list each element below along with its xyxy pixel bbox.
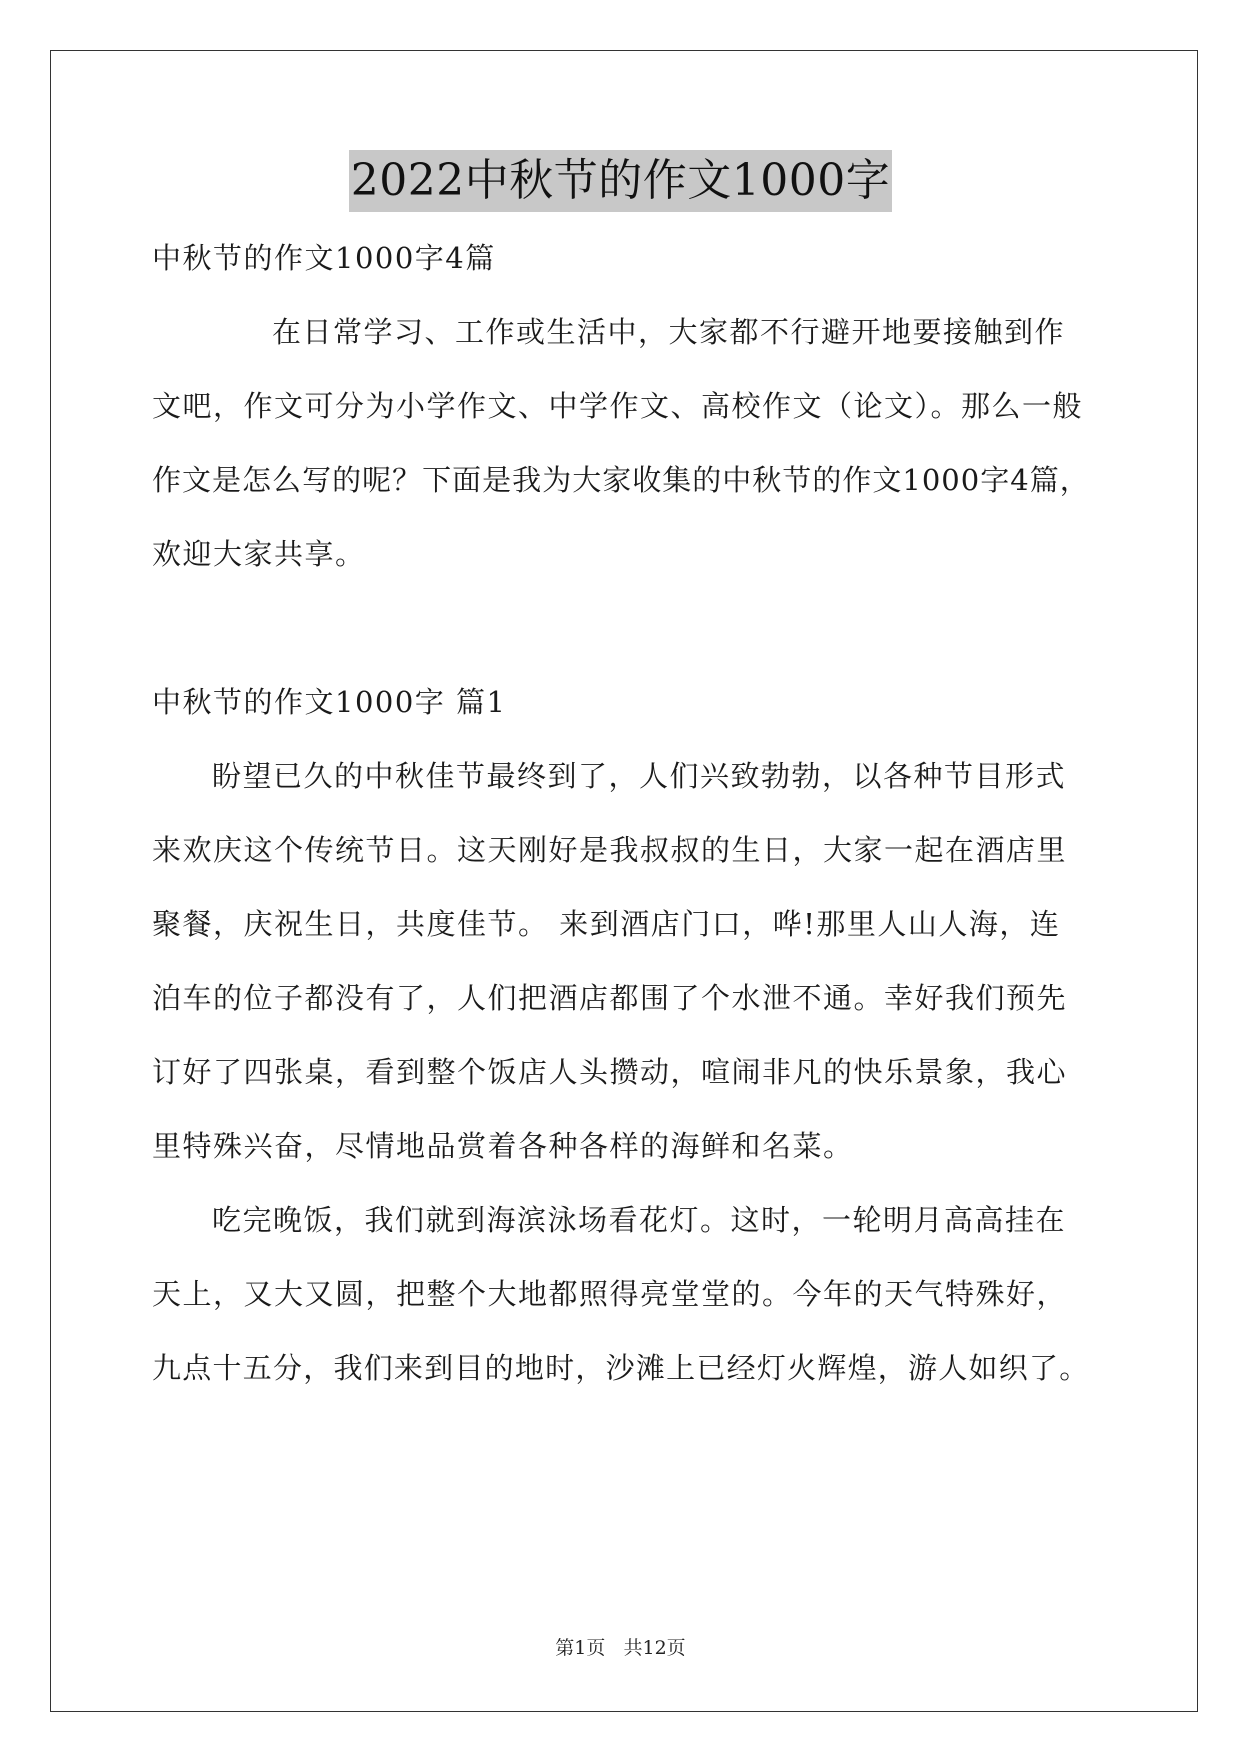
intro-line-1: 在日常学习、工作或生活中，大家都不行避开地要接触到作 [272, 315, 1066, 349]
para1-line-3: 聚餐，庆祝生日，共度佳节。 来到酒店门口，哗!那里人山人海，连 [152, 907, 1061, 941]
intro-line-4: 欢迎大家共享。 [152, 537, 366, 571]
para1-line-2: 来欢庆这个传统节日。这天刚好是我叔叔的生日，大家一起在酒店里 [152, 833, 1068, 867]
para1-line-1: 盼望已久的中秋佳节最终到了，人们兴致勃勃，以各种节目形式 [212, 759, 1067, 793]
section-heading: 中秋节的作文1000字 篇1 [152, 685, 507, 719]
para2-line-2: 天上，又大又圆，把整个大地都照得亮堂堂的。今年的天气特殊好， [152, 1277, 1068, 1311]
title-container [0, 150, 1241, 212]
page-border [50, 50, 1198, 1712]
para2-line-1: 吃完晚饭，我们就到海滨泳场看花灯。这时，一轮明月高高挂在 [212, 1203, 1067, 1237]
para1-line-4: 泊车的位子都没有了，人们把酒店都围了个水泄不通。幸好我们预先 [152, 981, 1068, 1015]
document-subtitle: 中秋节的作文1000字4篇 [152, 241, 496, 275]
para1-line-5: 订好了四张桌，看到整个饭店人头攒动，喧闹非凡的快乐景象，我心 [152, 1055, 1068, 1089]
para2-line-3: 九点十五分，我们来到目的地时，沙滩上已经灯火辉煌，游人如织了。 [152, 1351, 1090, 1385]
intro-line-2: 文吧，作文可分为小学作文、中学作文、高校作文（论文）。那么一般 [152, 389, 1084, 423]
para1-line-6: 里特殊兴奋，尽情地品赏着各种各样的海鲜和名菜。 [152, 1129, 854, 1163]
document-title: 2022中秋节的作文1000字 [349, 150, 892, 212]
page-footer: 第1页 共12页 [555, 1637, 686, 1659]
intro-line-3: 作文是怎么写的呢？下面是我为大家收集的中秋节的作文1000字4篇， [152, 463, 1090, 497]
